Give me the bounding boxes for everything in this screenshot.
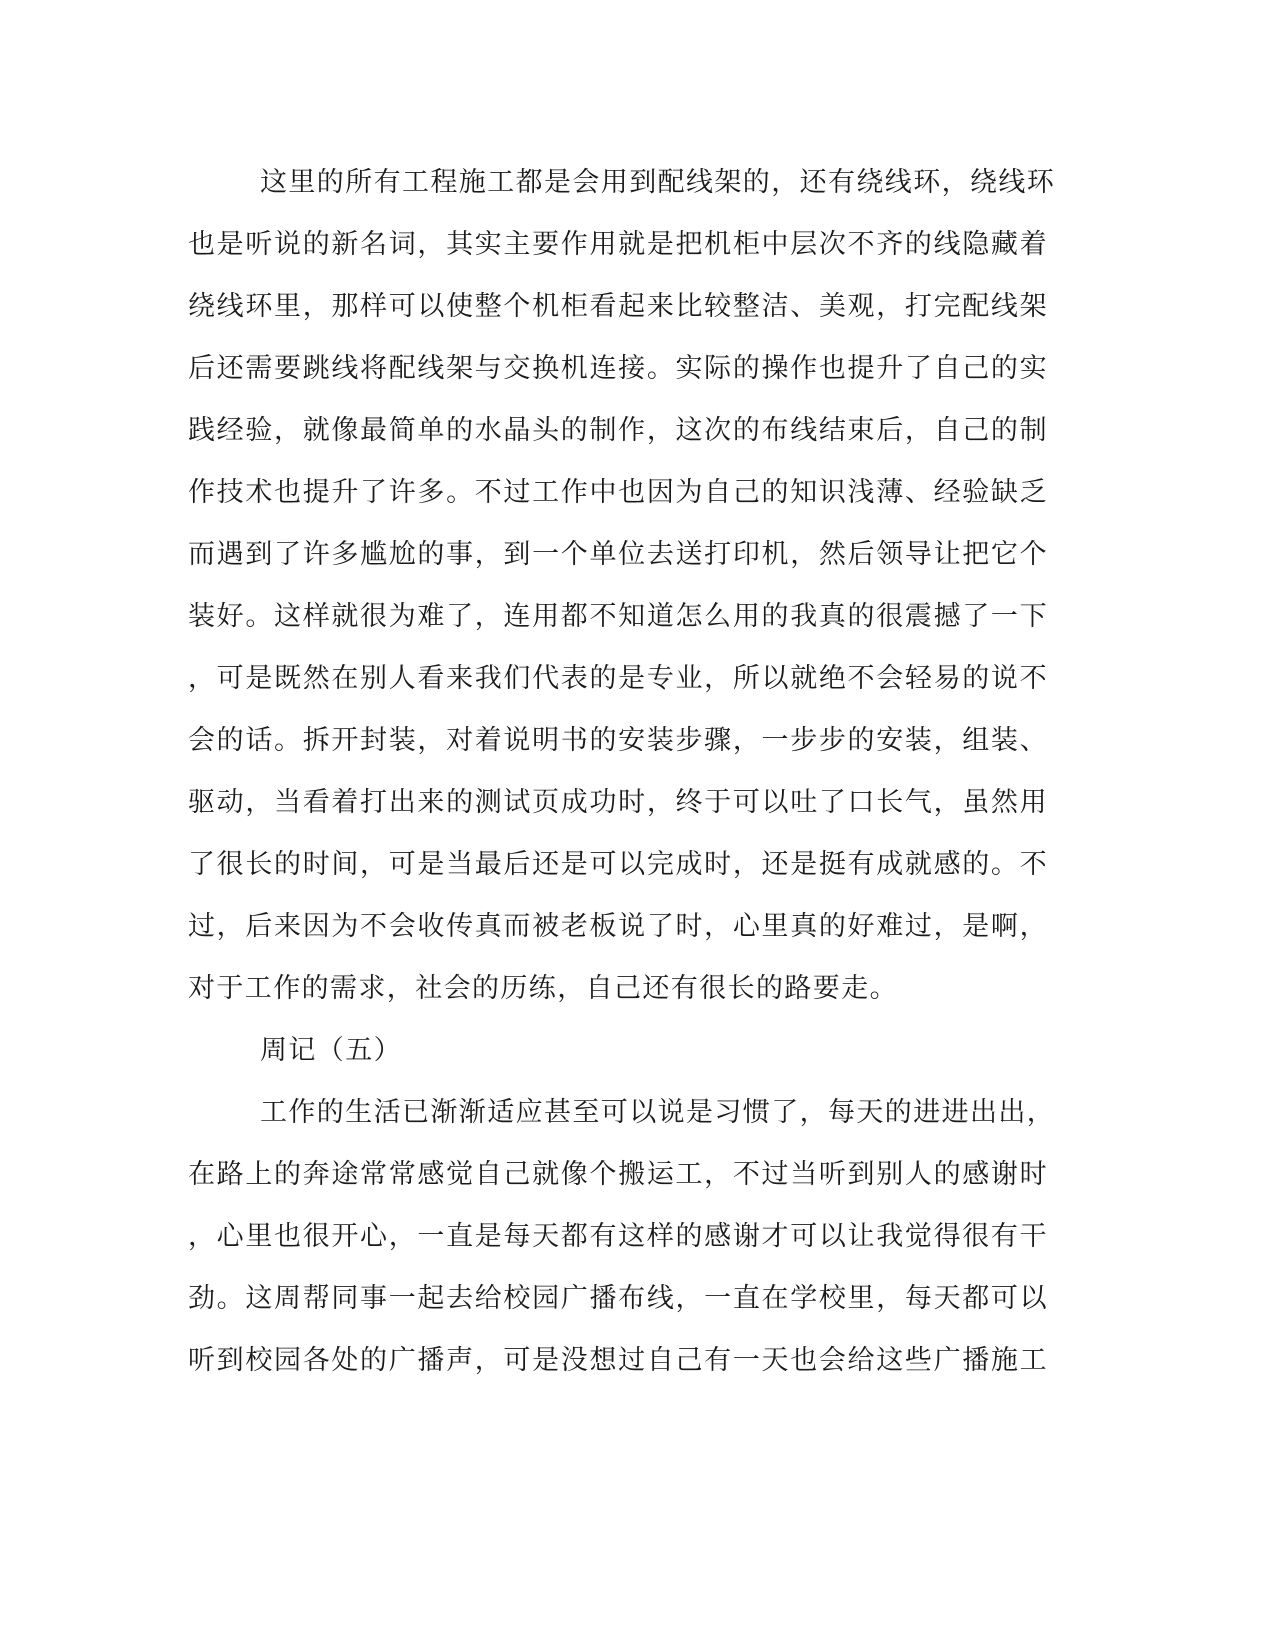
paragraph-line: 而遇到了许多尴尬的事，到一个单位去送打印机，然后领导让把它个 xyxy=(188,539,1048,570)
paragraph-line: 绕线环里，那样可以使整个机柜看起来比较整洁、美观，打完配线架 xyxy=(188,291,1048,322)
paragraph-line: ，可是既然在别人看来我们代表的是专业，所以就绝不会轻易的说不 xyxy=(188,663,1048,694)
paragraph-line: 在路上的奔途常常感觉自己就像个搬运工，不过当听到别人的感谢时 xyxy=(188,1159,1048,1190)
paragraph-line: 后还需要跳线将配线架与交换机连接。实际的操作也提升了自己的实 xyxy=(188,353,1048,384)
paragraph-line: ，心里也很开心，一直是每天都有这样的感谢才可以让我觉得很有干 xyxy=(188,1221,1048,1252)
paragraph-line: 工作的生活已渐渐适应甚至可以说是习惯了，每天的进进出出， xyxy=(260,1097,1056,1128)
paragraph-line: 装好。这样就很为难了，连用都不知道怎么用的我真的很震撼了一下 xyxy=(188,601,1048,632)
paragraph-line: 驱动，当看着打出来的测试页成功时，终于可以吐了口长气，虽然用 xyxy=(188,787,1048,818)
paragraph-line: 也是听说的新名词，其实主要作用就是把机柜中层次不齐的线隐藏着 xyxy=(188,229,1048,260)
paragraph-line: 听到校园各处的广播声，可是没想过自己有一天也会给这些广播施工 xyxy=(188,1345,1048,1376)
paragraph-line: 会的话。拆开封装，对着说明书的安装步骤，一步步的安装，组装、 xyxy=(188,725,1048,756)
paragraph-line: 了很长的时间，可是当最后还是可以完成时，还是挺有成就感的。不 xyxy=(188,849,1048,880)
paragraph-line: 过，后来因为不会收传真而被老板说了时，心里真的好难过，是啊， xyxy=(188,911,1048,942)
paragraph-line: 践经验，就像最简单的水晶头的制作，这次的布线结束后，自己的制 xyxy=(188,415,1048,446)
paragraph-1 xyxy=(188,152,1056,1392)
paragraph-line: 这里的所有工程施工都是会用到配线架的，还有绕线环，绕线环 xyxy=(260,167,1056,198)
paragraph-line: 对于工作的需求，社会的历练，自己还有很长的路要走。 xyxy=(188,973,898,1004)
paragraph-line: 作技术也提升了许多。不过工作中也因为自己的知识浅薄、经验缺乏 xyxy=(188,477,1048,508)
paragraph-line: 劲。这周帮同事一起去给校园广播布线，一直在学校里，每天都可以 xyxy=(188,1283,1048,1314)
section-heading: 周记（五） xyxy=(260,1035,402,1066)
